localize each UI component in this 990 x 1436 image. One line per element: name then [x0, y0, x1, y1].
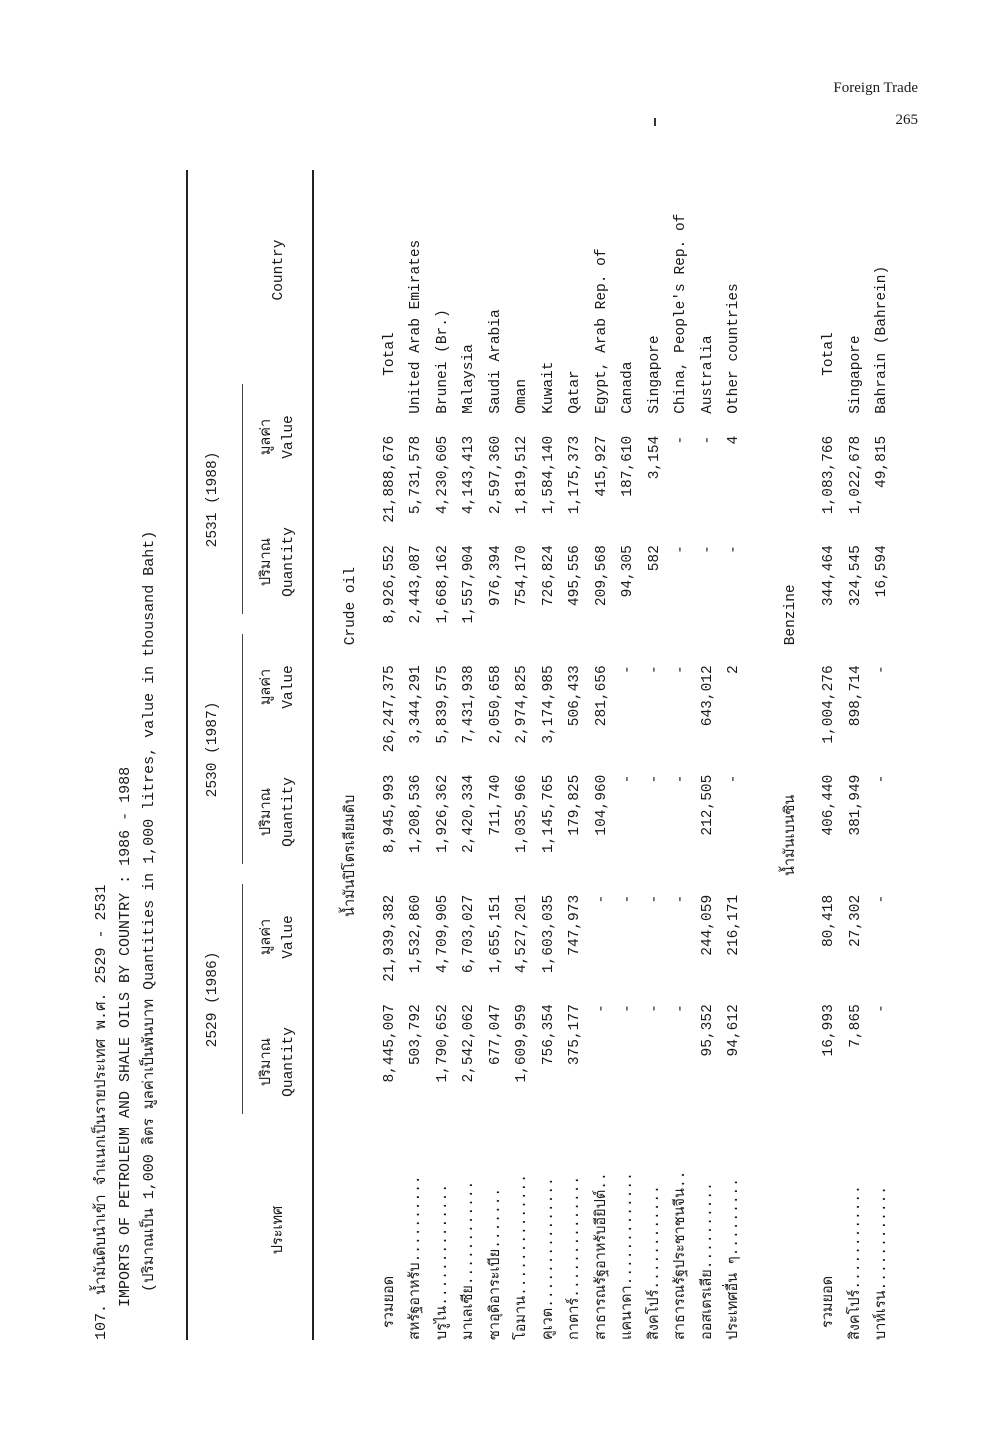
section-gap: [804, 90, 816, 1340]
value-cell: 5,839,575: [434, 665, 451, 744]
country-english: Total: [381, 332, 398, 376]
header-val-en-1988: Value: [281, 415, 297, 459]
country-thai: รวมยอด: [821, 1275, 837, 1328]
quantity-cell: 7,865: [847, 1004, 864, 1048]
quantity-cell: -: [620, 1004, 636, 1013]
country-english: Singapore: [847, 335, 864, 414]
quantity-cell: 726,824: [540, 545, 557, 607]
section-row-1: [778, 90, 805, 1340]
header-rule-1987: [242, 634, 243, 864]
value-cell: 1,004,276: [821, 665, 837, 744]
country-english: Saudi Arabia: [487, 309, 504, 414]
quantity-cell: 2,542,062: [461, 1004, 477, 1083]
table-row: [721, 90, 748, 1340]
value-cell: 5,731,578: [408, 435, 424, 515]
country-thai: ออสเตรเลีย..........: [699, 1182, 716, 1340]
quantity-cell: -: [874, 1004, 890, 1013]
table-title-english: IMPORTS OF PETROLEUM AND SHALE OILS BY COUNTRY : 1986 - 1988: [117, 766, 134, 1307]
value-cell: 3,344,291: [408, 665, 424, 744]
country-english: Oman: [514, 378, 530, 414]
quantity-cell: 179,825: [567, 774, 583, 836]
quantity-cell: 8,445,007: [381, 1004, 398, 1083]
value-cell: 187,610: [620, 435, 636, 497]
quantity-cell: -: [646, 774, 663, 784]
value-cell: 415,927: [593, 435, 610, 497]
section-row-crude: [338, 90, 365, 1340]
country-thai: สหรัฐอาหรับ..........: [408, 1175, 424, 1340]
country-thai: สาธารณรัฐประชาชนจีน..: [673, 1170, 689, 1340]
table-row: [615, 90, 642, 1340]
quantity-cell: 1,926,362: [434, 774, 451, 854]
quantity-cell: -: [646, 1004, 663, 1013]
value-cell: -: [620, 665, 636, 674]
page-number: 265: [895, 112, 918, 128]
value-cell: -: [673, 894, 689, 904]
value-cell: -: [699, 435, 716, 445]
quantity-cell: 1,035,966: [514, 774, 530, 854]
value-cell: 1,022,678: [847, 435, 864, 515]
section-label-english: Benzine: [782, 584, 799, 646]
value-cell: -: [646, 665, 663, 674]
value-cell: 898,714: [847, 665, 864, 727]
country-thai: ประเทศอื่น ๆ.........: [726, 1178, 742, 1340]
country-english: Total: [821, 332, 837, 376]
quantity-cell: 2,443,087: [408, 545, 424, 624]
quantity-cell: 95,352: [699, 1004, 716, 1057]
country-english: Qatar: [567, 370, 583, 414]
header-year-1987: 2530 (1987): [205, 701, 221, 798]
header-qty-th-1987: ปริมาณ: [259, 787, 275, 837]
section-spacer: [748, 90, 778, 1340]
value-cell: 4,143,413: [461, 435, 477, 515]
value-cell: 506,433: [567, 665, 583, 727]
quantity-cell: 8,945,993: [381, 774, 398, 854]
table-row: [816, 90, 843, 1340]
table-row: [589, 90, 616, 1340]
quantity-cell: 1,790,652: [434, 1004, 451, 1083]
country-english: Malaysia: [461, 344, 477, 414]
country-english: Kuwait: [540, 361, 557, 414]
table-row: [695, 90, 722, 1340]
country-thai: สาธารณรัฐอาหรับอียิปต์..: [593, 1172, 610, 1340]
value-cell: 2,597,360: [487, 435, 504, 515]
quantity-cell: 212,505: [699, 774, 716, 836]
value-cell: 216,171: [726, 894, 742, 956]
header-qty-th-1988: ปริมาณ: [259, 537, 275, 587]
table-top-rule: [186, 170, 188, 1340]
value-cell: 1,083,766: [821, 435, 837, 515]
quantity-cell: 582: [646, 545, 663, 572]
quantity-cell: 976,394: [487, 545, 504, 607]
country-english: Australia: [699, 335, 716, 414]
quantity-cell: 16,594: [874, 545, 890, 598]
quantity-cell: 754,170: [514, 545, 530, 607]
country-thai: โอมาน..............: [514, 1174, 530, 1340]
quantity-cell: 1,668,162: [434, 545, 451, 624]
quantity-cell: -: [874, 774, 890, 784]
country-english: Brunei (Br.): [434, 309, 451, 414]
quantity-cell: 324,545: [847, 545, 864, 607]
quantity-cell: 209,568: [593, 545, 610, 607]
value-cell: 6,703,027: [461, 894, 477, 974]
quantity-cell: 381,949: [847, 774, 864, 836]
quantity-cell: 503,792: [408, 1004, 424, 1066]
value-cell: 1,532,860: [408, 894, 424, 974]
value-cell: 747,973: [567, 894, 583, 956]
table-row: [843, 90, 870, 1340]
value-cell: 26,247,375: [381, 665, 398, 753]
value-cell: 281,656: [593, 665, 610, 727]
quantity-cell: 1,208,536: [408, 774, 424, 854]
header-val-en-1987: Value: [281, 665, 297, 709]
country-english: Singapore: [646, 335, 663, 414]
value-cell: 1,603,035: [540, 894, 557, 974]
section-label-thai: น้ำมันปิโตรเลียมดิบ: [343, 794, 359, 917]
table-subtitle-units: (ปริมาณเป็น 1,000 ลิตร มูลค่าเป็นพันบาท Quantities in 1,000 litres, value in thousand Baht): [141, 530, 158, 1292]
value-cell: 7,431,938: [461, 665, 477, 744]
table-row: [403, 90, 430, 1340]
value-cell: 1,175,373: [567, 435, 583, 515]
quantity-cell: 2,420,334: [461, 774, 477, 854]
header-year-1988: 2531 (1988): [205, 451, 221, 548]
quantity-cell: -: [620, 774, 636, 784]
quantity-cell: 94,305: [620, 545, 636, 598]
country-english: Bahrain (Bahrein): [874, 265, 890, 414]
value-cell: 1,584,140: [540, 435, 557, 515]
quantity-cell: -: [593, 1004, 610, 1013]
value-cell: -: [874, 665, 890, 674]
table-row: [536, 90, 563, 1340]
country-thai: ซาอุดิอาระเบีย.......: [487, 1187, 504, 1340]
header-bottom-rule: [312, 170, 314, 1340]
table-row: [430, 90, 457, 1340]
running-head-section: Foreign Trade: [833, 80, 918, 96]
table-row: [562, 90, 589, 1340]
quantity-cell: -: [673, 1004, 689, 1013]
header-val-th-1987: มูลค่า: [259, 668, 275, 706]
quantity-cell: 406,440: [821, 774, 837, 836]
country-thai: แคนาดา.............: [620, 1172, 636, 1340]
value-cell: 80,418: [821, 894, 837, 948]
table-title-thai: 107. น้ำมันดิบนำเข้า จำแนกเป็นรายประเทศ พ.ศ. 2529 - 2531: [93, 884, 110, 1340]
header-qty-th-1986: ปริมาณ: [259, 1037, 275, 1087]
country-thai: บรูไน..............: [434, 1183, 451, 1340]
value-cell: 49,815: [874, 435, 890, 488]
value-cell: 3,154: [646, 435, 663, 480]
quantity-cell: 104,960: [593, 774, 610, 836]
value-cell: 2,974,825: [514, 665, 530, 744]
quantity-cell: 16,993: [821, 1004, 837, 1057]
quantity-cell: 711,740: [487, 774, 504, 836]
header-rule-1986: [242, 884, 243, 1114]
value-cell: 2: [726, 665, 742, 674]
country-english: Egypt, Arab Rep. of: [593, 248, 610, 414]
value-cell: -: [620, 894, 636, 904]
value-cell: 2,050,658: [487, 665, 504, 744]
header-qty-en-1986: Quantity: [281, 1027, 297, 1097]
country-english: Other countries: [726, 283, 742, 414]
quantity-cell: -: [673, 774, 689, 784]
country-thai: บาห์เรน............: [874, 1186, 890, 1340]
quantity-cell: 1,609,959: [514, 1004, 530, 1083]
header-rule-1988: [242, 384, 243, 614]
table-row: [377, 90, 404, 1340]
section-label-thai: น้ำมันเบนซิน: [782, 794, 799, 877]
value-cell: 1,819,512: [514, 435, 530, 515]
quantity-cell: 8,926,552: [381, 545, 398, 624]
table-titles: [90, 90, 162, 1340]
country-thai: กาตาร์..............: [567, 1175, 583, 1340]
quantity-cell: 1,557,904: [461, 545, 477, 624]
value-cell: 4,709,905: [434, 894, 451, 974]
header-year-1986: 2529 (1986): [205, 951, 221, 1048]
table-row: [869, 90, 896, 1340]
quantity-cell: -: [726, 545, 742, 554]
value-cell: -: [673, 435, 689, 445]
header-val-th-1988: มูลค่า: [259, 418, 275, 456]
value-cell: 3,174,985: [540, 665, 557, 744]
value-cell: 21,939,382: [381, 894, 398, 982]
header-country-english: Country: [271, 239, 287, 301]
country-english: Canada: [620, 361, 636, 414]
quantity-cell: 1,145,765: [540, 774, 557, 854]
value-cell: 27,302: [847, 894, 864, 948]
quantity-cell: 344,464: [821, 545, 837, 607]
section-gap: [365, 90, 377, 1340]
country-thai: สิงคโปร์............: [847, 1185, 864, 1340]
data-table-body: [338, 90, 896, 1340]
country-thai: มาเลเซีย............: [461, 1180, 477, 1340]
quantity-cell: 94,612: [726, 1004, 742, 1057]
table-row: [456, 90, 483, 1340]
quantity-cell: 375,177: [567, 1004, 583, 1066]
value-cell: 4: [726, 435, 742, 445]
quantity-cell: -: [726, 774, 742, 784]
value-cell: -: [874, 894, 890, 904]
value-cell: -: [593, 894, 610, 904]
quantity-cell: 677,047: [487, 1004, 504, 1066]
header-val-th-1986: มูลค่า: [259, 918, 275, 956]
value-cell: 643,012: [699, 665, 716, 727]
country-thai: สิงคโปร์............: [646, 1185, 663, 1340]
section-label-english: Crude oil: [343, 566, 359, 646]
quantity-cell: 756,354: [540, 1004, 557, 1066]
quantity-cell: -: [699, 545, 716, 554]
value-cell: 1,655,151: [487, 894, 504, 974]
value-cell: 244,059: [699, 894, 716, 956]
header-country-thai: ประเทศ: [271, 1205, 287, 1255]
rotated-table-sheet: [90, 90, 920, 1340]
data-table: [338, 90, 896, 1340]
header-qty-en-1988: Quantity: [281, 527, 297, 597]
country-english: United Arab Emirates: [408, 239, 424, 414]
value-cell: 21,888,676: [381, 435, 398, 523]
value-cell: -: [673, 665, 689, 674]
table-row: [483, 90, 510, 1340]
quantity-cell: 495,556: [567, 545, 583, 607]
value-cell: 4,527,201: [514, 894, 530, 974]
country-english: China, People's Rep. of: [673, 213, 689, 414]
table-row: [509, 90, 536, 1340]
header-val-en-1986: Value: [281, 915, 297, 959]
table-row: [668, 90, 695, 1340]
country-thai: คูเวต...............: [540, 1177, 557, 1340]
value-cell: 4,230,605: [434, 435, 451, 515]
quantity-cell: -: [673, 545, 689, 554]
country-thai: รวมยอด: [381, 1275, 398, 1328]
header-qty-en-1987: Quantity: [281, 777, 297, 847]
value-cell: -: [646, 894, 663, 904]
table-row: [642, 90, 669, 1340]
